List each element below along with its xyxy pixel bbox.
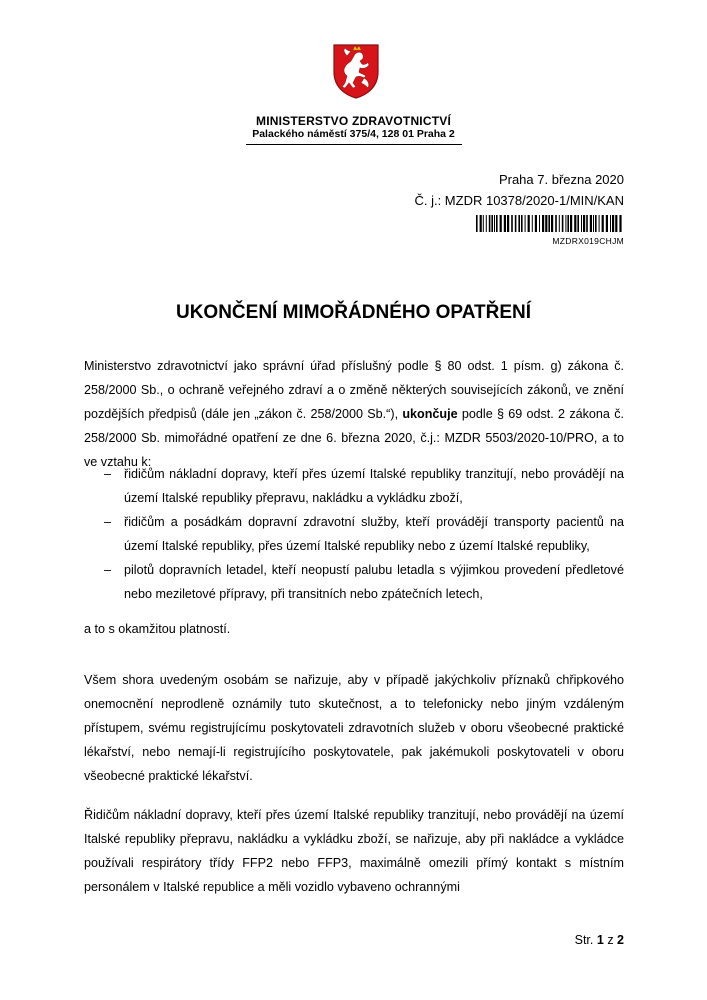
list-dash: –	[104, 563, 112, 577]
recipients-list	[84, 462, 624, 606]
closing-line: a to s okamžitou platností.	[84, 622, 231, 636]
paragraph-drivers: Řidičům nákladní dopravy, kteří přes území Italské republiky tranzitují, nebo provádějí na území Italské republiky přepravu, nakládku a vykládku zboží, se nařizuje, aby při nakládce a vykládce používali respirátory třídy FFP2 nebo FFP3, maximálně omezili přímý kontakt s místním personálem v Italské republice a měli vozidlo vybaveno ochrannými	[84, 808, 624, 894]
page-total: 2	[617, 933, 624, 947]
list-dash: –	[104, 515, 112, 529]
list-item-text: řidičům nákladní dopravy, kteří přes území Italské republiky tranzitují, nebo provádějí na území Italské republiky přepravu, nakládku a vykládku zboží,	[124, 467, 624, 505]
list-item	[84, 510, 624, 558]
barcode-text: MZDRX019CHJM	[552, 236, 624, 246]
list-item	[84, 462, 624, 510]
document-title: UKONČENÍ MIMOŘÁDNÉHO OPATŘENÍ	[175, 302, 532, 323]
barcode-icon	[476, 215, 624, 232]
intro-text-part2: podle § 69 odst. 2 zákona č. 258/2000 Sb. mimořádné opatření ze dne 6. března 2020, č.j.: MZDR 5503/2020-10/PRO, a to ve vztahu k:	[84, 407, 624, 469]
page-of: z	[607, 933, 614, 947]
place-date: Praha 7. března 2020	[498, 172, 624, 187]
list-item-text: řidičům a posádkám dopravní zdravotní služby, kteří provádějí transporty pacientů na území Italské republiky, přes území Italské republiky nebo z území Italské republiky,	[124, 515, 624, 553]
page-label: Str.	[574, 933, 594, 947]
intro-text-part1: Ministerstvo zdravotnictví jako správní úřad příslušný podle § 80 odst. 1 písm. g) zákona č. 258/2000 Sb., o ochraně veřejného zdraví a o změně některých souvisejících zákonů, ve znění pozdějších předpisů (dále jen „zákon č. 258/2000 Sb.“),	[84, 359, 624, 421]
intro-paragraph	[84, 354, 624, 474]
reference-number: Č. j.: MZDR 10378/2020-1/MIN/KAN	[414, 193, 624, 208]
page-current: 1	[596, 933, 604, 947]
list-dash: –	[104, 467, 112, 481]
list-item	[84, 558, 624, 606]
state-emblem-icon	[331, 42, 381, 100]
page-number	[575, 933, 624, 947]
intro-bold-verb: ukončuje	[402, 407, 458, 421]
ministry-address: Palackého náměstí 375/4, 128 01 Praha 2	[252, 128, 455, 140]
paragraph-symptoms: Všem shora uvedeným osobám se nařizuje, aby v případě jakýchkoliv příznaků chřipkového onemocnění neprodleně oznámily tuto skutečnost, a to telefonicky nebo jiným vzdáleným přístupem, svému registrujícímu poskytovateli zdravotních služeb v oboru všeobecné praktické lékařství, nebo nemají-li registrujícího poskytovatele, pak jakémukoli poskytovateli v oboru všeobecné praktické lékařství.	[84, 673, 624, 783]
header-divider	[246, 144, 462, 145]
list-item-text: pilotů dopravních letadel, kteří neopustí palubu letadla s výjimkou provedení předletové nebo meziletové přípravy, při transitních nebo zpátečních letech,	[124, 563, 624, 601]
ministry-name: MINISTERSTVO ZDRAVOTNICTVÍ	[256, 114, 451, 128]
